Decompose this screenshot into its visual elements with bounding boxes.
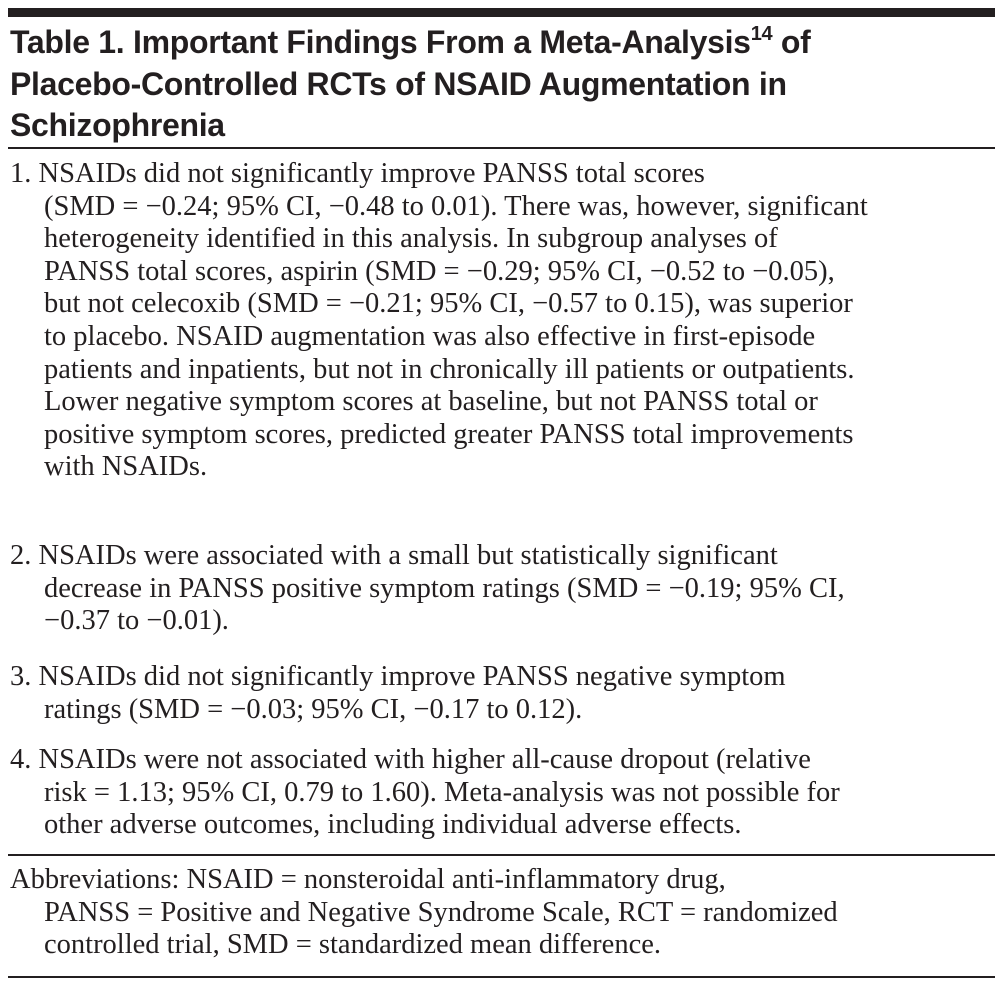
text-line: 2. NSAIDs were associated with a small but statistically significant [10, 540, 778, 571]
text-line: −0.37 to −0.01). [44, 605, 229, 637]
title-text: Table 1. Important Findings From a Meta-Analysis [10, 24, 751, 60]
title-line-3: Schizophrenia [10, 107, 225, 143]
top-rule [8, 8, 995, 17]
text-line: PANSS = Positive and Negative Syndrome Scale, RCT = randomized [44, 896, 838, 928]
abbreviations-footnote [8, 864, 998, 962]
finding-1 [8, 158, 998, 484]
text-line: heterogeneity identified in this analysis. In subgroup analyses of [44, 223, 778, 255]
table-title [10, 22, 995, 147]
title-line-1 [10, 22, 995, 64]
text-line: 1. NSAIDs did not significantly improve PANSS total scores [10, 158, 705, 189]
text-line: PANSS total scores, aspirin (SMD = −0.29; 95% CI, −0.52 to −0.05), [44, 255, 835, 287]
bottom-rule [8, 976, 995, 978]
text-line: but not celecoxib (SMD = −0.21; 95% CI, −0.57 to 0.15), was superior [44, 288, 853, 320]
text-line: decrease in PANSS positive symptom ratings (SMD = −0.19; 95% CI, [44, 572, 845, 604]
text-line: other adverse outcomes, including individual adverse effects. [44, 809, 742, 841]
text-line: 4. NSAIDs were not associated with higher all-cause dropout (relative [10, 744, 811, 775]
text-line: 3. NSAIDs did not significantly improve PANSS negative symptom [10, 661, 786, 692]
finding-2 [8, 540, 998, 638]
text-line: positive symptom scores, predicted greater PANSS total improvements [44, 418, 854, 450]
text-line: to placebo. NSAID augmentation was also effective in first-episode [44, 320, 816, 352]
text-line: with NSAIDs. [44, 451, 208, 483]
text-line: controlled trial, SMD = standardized mean difference. [44, 929, 661, 961]
reference-superscript: 14 [750, 23, 773, 45]
text-line: Abbreviations: NSAID = nonsteroidal anti-inflammatory drug, [10, 864, 726, 895]
title-line-2: Placebo-Controlled RCTs of NSAID Augmentation in [10, 65, 787, 102]
text-line: Lower negative symptom scores at baseline, but not PANSS total or [44, 386, 818, 418]
title-text: of [772, 24, 811, 60]
finding-3 [8, 661, 998, 726]
finding-4 [8, 744, 998, 842]
text-line: (SMD = −0.24; 95% CI, −0.48 to 0.01). There was, however, significant [44, 190, 868, 222]
text-line: ratings (SMD = −0.03; 95% CI, −0.17 to 0.12). [44, 693, 583, 725]
text-line: patients and inpatients, but not in chronically ill patients or outpatients. [44, 353, 855, 385]
text-line: risk = 1.13; 95% CI, 0.79 to 1.60). Meta-analysis was not possible for [44, 776, 840, 808]
title-divider [8, 147, 995, 149]
footnote-divider [8, 854, 995, 856]
